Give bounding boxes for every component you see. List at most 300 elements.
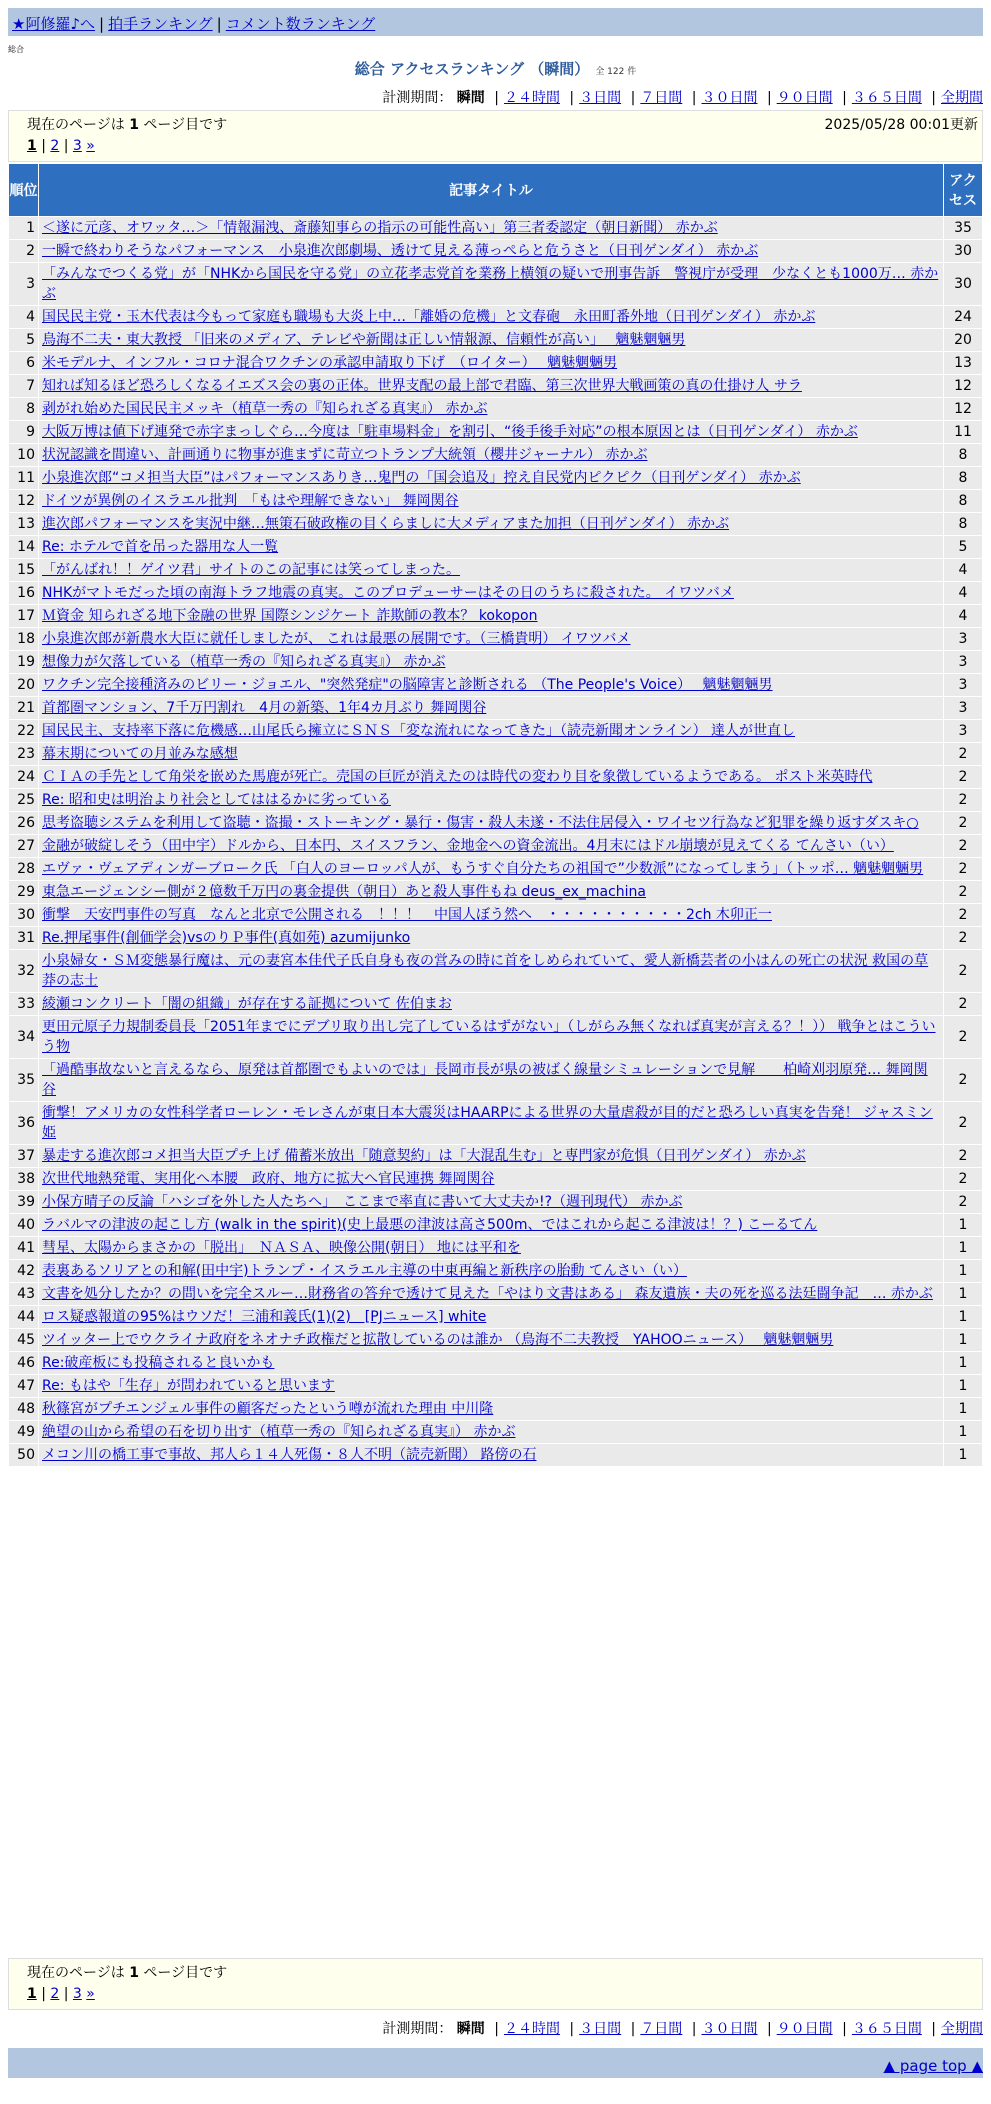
table-row bbox=[9, 1421, 983, 1444]
table-row bbox=[9, 605, 983, 628]
rank-cell: 6 bbox=[9, 352, 39, 375]
rank-cell: 7 bbox=[9, 375, 39, 398]
article-link[interactable]: 首都圏マンション、7千万円割れ 4月の新築、1年4カ月ぶり 舞岡関谷 bbox=[42, 700, 487, 716]
title-cell bbox=[39, 720, 944, 743]
table-row bbox=[9, 490, 983, 513]
table-row bbox=[9, 628, 983, 651]
rank-cell: 44 bbox=[9, 1306, 39, 1329]
title-cell bbox=[39, 1306, 944, 1329]
rank-cell: 11 bbox=[9, 467, 39, 490]
article-link[interactable]: 文書を処分したか？の問いを完全スルー…財務省の答弁で透けて見えた「やはり文書はある」 森友遺族・夫の死を巡る法廷闘争記 … 赤かぶ bbox=[42, 1286, 933, 1302]
table-row bbox=[9, 1145, 983, 1168]
title-cell bbox=[39, 1145, 944, 1168]
table-row bbox=[9, 513, 983, 536]
period-7d-link[interactable]: ７日間 bbox=[640, 90, 683, 106]
period-24h-link[interactable]: ２４時間 bbox=[503, 2021, 560, 2037]
period-90d-link[interactable]: ９０日間 bbox=[776, 90, 833, 106]
ranking-table bbox=[8, 163, 983, 1467]
article-link[interactable]: 小泉進次郎が新農水大臣に就任しましたが、 これは最悪の展開です。（三橋貴明） イワツバメ bbox=[42, 631, 631, 647]
rank-cell: 1 bbox=[9, 217, 39, 240]
period-selector-bottom: 計測期間： 瞬間 | ２４時間 | ３日間 | ７日間 | ３０日間 | ９０日間 | ３６５日間 | 全期間 bbox=[382, 2021, 983, 2037]
article-link[interactable]: 暴走する進次郎コメ担当大臣プチ上げ 備蓄米放出「随意契約」は「大混乱生む」と専門家が危惧（日刊ゲンダイ） 赤かぶ bbox=[42, 1148, 806, 1164]
title-cell bbox=[39, 1059, 944, 1102]
period-90d-link[interactable]: ９０日間 bbox=[776, 2021, 833, 2037]
title-cell bbox=[39, 697, 944, 720]
ranking-heading bbox=[0, 58, 991, 79]
page-next-link[interactable]: » bbox=[86, 138, 95, 154]
rank-cell: 22 bbox=[9, 720, 39, 743]
article-link[interactable]: 東急エージェンシー側が２億数千万円の裏金提供（朝日）あと殺人事件もね deus_ex_machina bbox=[42, 884, 646, 900]
rank-cell: 9 bbox=[9, 421, 39, 444]
period-24h-link[interactable]: ２４時間 bbox=[503, 90, 560, 106]
table-row bbox=[9, 720, 983, 743]
access-count-cell: 11 bbox=[944, 421, 983, 444]
article-link[interactable]: メコン川の橋工事で事故、邦人ら１４人死傷・８人不明（読売新聞） 路傍の石 bbox=[42, 1447, 537, 1463]
article-link[interactable]: 金融が破綻しそう（田中宇）ドルから、日本円、スイスフラン、金地金への資金流出。4月末にはドル崩壊が見えてくる てんさい（い） bbox=[42, 838, 894, 854]
page-3-link[interactable]: 3 bbox=[72, 1986, 82, 2002]
article-link[interactable]: 衝撃 天安門事件の写真 なんと北京で公開される ！！！ 中国人ぼう然へ ・・・・・・・・・・2ch 木卯正一 bbox=[42, 907, 772, 923]
total-count: 全 122 件 bbox=[595, 67, 637, 77]
article-link[interactable]: 国民民主党・玉木代表は今もって家庭も職場も大炎上中…「離婚の危機」と文春砲 永田町番外地（日刊ゲンダイ） 赤かぶ bbox=[42, 309, 816, 325]
article-link[interactable]: 国民民主、支持率下落に危機感…山尾氏ら擁立にＳＮＳ「変な流れになってきた」（読売新聞オンライン） 達人が世直し bbox=[42, 723, 796, 739]
rank-cell: 40 bbox=[9, 1214, 39, 1237]
access-count-cell: 3 bbox=[944, 720, 983, 743]
access-count-cell: 1 bbox=[944, 1283, 983, 1306]
article-link[interactable]: 幕末期についての月並みな感想 bbox=[42, 746, 238, 762]
rank-cell: 31 bbox=[9, 927, 39, 950]
page-title: 総合 アクセスランキング （瞬間） bbox=[354, 60, 590, 78]
access-count-cell: 2 bbox=[944, 858, 983, 881]
title-cell bbox=[39, 1329, 944, 1352]
title-cell bbox=[39, 628, 944, 651]
access-count-cell: 1 bbox=[944, 1260, 983, 1283]
access-count-cell: 3 bbox=[944, 651, 983, 674]
title-cell bbox=[39, 1444, 944, 1467]
access-count-cell: 1 bbox=[944, 1398, 983, 1421]
rank-cell: 8 bbox=[9, 398, 39, 421]
table-row bbox=[9, 927, 983, 950]
period-365d-link[interactable]: ３６５日間 bbox=[851, 2021, 922, 2037]
article-link[interactable]: 小保方晴子の反論「ハシゴを外した人たちへ」 ここまで率直に書いて大丈夫か!?（週刊現代） 赤かぶ bbox=[42, 1194, 683, 1210]
article-link[interactable]: ロス疑惑報道の95%はウソだ！三浦和義氏(1)(2) [PJニュース] white bbox=[42, 1309, 487, 1325]
table-row bbox=[9, 674, 983, 697]
period-current: 瞬間 bbox=[456, 90, 485, 106]
rank-header: 順位 bbox=[9, 164, 39, 217]
article-link[interactable]: Re: ホテルで首を吊った器用な人一覧 bbox=[42, 539, 279, 555]
period-30d-link[interactable]: ３０日間 bbox=[701, 2021, 758, 2037]
article-link[interactable]: ラバルマの津波の起こし方 (walk in the spirit)(史上最悪の津波は高さ500m、ではこれから起こる津波は！？) こーるてん bbox=[42, 1217, 818, 1233]
title-cell bbox=[39, 743, 944, 766]
title-cell bbox=[39, 605, 944, 628]
rank-cell: 15 bbox=[9, 559, 39, 582]
table-row bbox=[9, 1016, 983, 1059]
page-next-link[interactable]: » bbox=[86, 1986, 95, 2002]
article-link[interactable]: 「過酷事故ないと言えるなら、原発は首都圏でもよいのでは」長岡市長が県の被ばく線量シミュレーションで見解 柏崎刈羽原発… 舞岡関谷 bbox=[42, 1062, 928, 1098]
title-cell bbox=[39, 858, 944, 881]
article-link[interactable]: Re: もはや「生存」が問われていると思います bbox=[42, 1378, 335, 1394]
rank-cell: 47 bbox=[9, 1375, 39, 1398]
article-link[interactable]: 「みんなでつくる党」が「NHKから国民を守る党」の立花孝志党首を業務上横領の疑いで刑事告訴 警視庁が受理 少なくとも1000万… 赤かぶ bbox=[42, 266, 939, 302]
title-cell bbox=[39, 789, 944, 812]
rank-cell: 39 bbox=[9, 1191, 39, 1214]
title-cell bbox=[39, 398, 944, 421]
article-link[interactable]: 彗星、太陽からまさかの「脱出」 ＮＡＳＡ、映像公開(朝日） 地には平和を bbox=[42, 1240, 521, 1256]
access-count-cell: 1 bbox=[944, 1375, 983, 1398]
pager-bottom bbox=[8, 1958, 983, 2010]
table-row bbox=[9, 835, 983, 858]
access-count-cell: 35 bbox=[944, 217, 983, 240]
section-label: 総合 bbox=[8, 45, 24, 54]
article-link[interactable]: 次世代地熱発電、実用化へ本腰 政府、地方に拡大へ官民連携 舞岡関谷 bbox=[42, 1171, 495, 1187]
table-row bbox=[9, 1168, 983, 1191]
article-link[interactable]: 大阪万博は値下げ連発で赤字まっしぐら…今度は「駐車場料金」を割引、“後手後手対応”の根本原因とは（日刊ゲンダイ） 赤かぶ bbox=[42, 424, 858, 440]
title-cell bbox=[39, 1421, 944, 1444]
access-count-cell: 8 bbox=[944, 513, 983, 536]
access-count-cell: 3 bbox=[944, 697, 983, 720]
title-cell bbox=[39, 1016, 944, 1059]
rank-cell: 5 bbox=[9, 329, 39, 352]
rank-cell: 30 bbox=[9, 904, 39, 927]
table-row bbox=[9, 904, 983, 927]
title-cell bbox=[39, 490, 944, 513]
article-link[interactable]: エヴァ・ヴェアディンガーブローク氏 「白人のヨーロッパ人が、もうすぐ自分たちの祖国で”少数派”になってしまう」（トッポ… 魑魅魍魎男 bbox=[42, 861, 924, 877]
access-count-cell: 2 bbox=[944, 1145, 983, 1168]
article-link[interactable]: ドイツが異例のイスラエル批判 「もはや理解できない」 舞岡関谷 bbox=[42, 493, 459, 509]
title-cell bbox=[39, 1237, 944, 1260]
rank-cell: 21 bbox=[9, 697, 39, 720]
title-cell bbox=[39, 904, 944, 927]
title-cell bbox=[39, 513, 944, 536]
table-row bbox=[9, 398, 983, 421]
title-cell bbox=[39, 421, 944, 444]
title-cell bbox=[39, 651, 944, 674]
title-cell bbox=[39, 1191, 944, 1214]
table-row bbox=[9, 1444, 983, 1467]
title-cell bbox=[39, 1260, 944, 1283]
article-link[interactable]: 衝撃！アメリカの女性科学者ローレン・モレさんが東日本大震災はHAARPによる世界の大量虐殺が目的だと恐ろしい真実を告発！ ジャスミン姫 bbox=[42, 1105, 933, 1141]
clap-ranking-link[interactable]: 拍手ランキング bbox=[108, 15, 213, 33]
rank-cell: 23 bbox=[9, 743, 39, 766]
article-link[interactable]: 知れば知るほど恐ろしくなるイエズス会の裏の正体。世界支配の最上部で君臨、第三次世界大戦画策の真の仕掛け人 サラ bbox=[42, 378, 802, 394]
article-link[interactable]: 秋篠宮がプチエンジェル事件の顧客だったという噂が流れた理由 中川隆 bbox=[42, 1401, 494, 1417]
table-row bbox=[9, 375, 983, 398]
title-cell bbox=[39, 674, 944, 697]
access-count-cell: 1 bbox=[944, 1421, 983, 1444]
rank-cell: 13 bbox=[9, 513, 39, 536]
period-label: 計測期間： bbox=[382, 90, 453, 106]
rank-cell: 33 bbox=[9, 993, 39, 1016]
title-cell bbox=[39, 835, 944, 858]
access-count-cell: 2 bbox=[944, 1102, 983, 1145]
access-count-cell: 2 bbox=[944, 950, 983, 993]
rank-cell: 35 bbox=[9, 1059, 39, 1102]
article-link[interactable]: 表裏あるソリアとの和解(田中宇)トランプ・イスラエル主導の中東再編と新秩序の胎動 てんさい（い） bbox=[42, 1263, 687, 1279]
rank-cell: 16 bbox=[9, 582, 39, 605]
access-count-cell: 2 bbox=[944, 1059, 983, 1102]
rank-cell: 32 bbox=[9, 950, 39, 993]
pager-top bbox=[8, 110, 983, 162]
page-links: 1 | 2 | 3 » bbox=[27, 138, 95, 154]
rank-cell: 3 bbox=[9, 263, 39, 306]
rank-cell: 50 bbox=[9, 1444, 39, 1467]
title-cell bbox=[39, 812, 944, 835]
page-2-link[interactable]: 2 bbox=[50, 1986, 60, 2002]
rank-cell: 14 bbox=[9, 536, 39, 559]
table-row bbox=[9, 467, 983, 490]
rank-cell: 27 bbox=[9, 835, 39, 858]
access-count-cell: 2 bbox=[944, 927, 983, 950]
access-count-cell: 5 bbox=[944, 536, 983, 559]
table-row bbox=[9, 263, 983, 306]
access-count-cell: 30 bbox=[944, 240, 983, 263]
article-link[interactable]: NHKがマトモだった頃の南海トラフ地震の真実。このプロデューサーはその日のうちに殺された。 イワツバメ bbox=[42, 585, 734, 601]
title-cell bbox=[39, 950, 944, 993]
rank-cell: 28 bbox=[9, 858, 39, 881]
rank-cell: 24 bbox=[9, 766, 39, 789]
article-link[interactable]: 思考盗聴システムを利用して盗聴・盗撮・ストーキング・暴行・傷害・殺人未遂・不法住居侵入・ワイセツ行為など犯罪を繰り返すダスキ○ bbox=[42, 815, 919, 831]
access-count-cell: 1 bbox=[944, 1329, 983, 1352]
nav-separator: | bbox=[99, 15, 105, 33]
access-count-cell: 1 bbox=[944, 1352, 983, 1375]
rank-cell: 10 bbox=[9, 444, 39, 467]
article-link[interactable]: 絶望の山から希望の石を切り出す（植草一秀の『知られざる真実』） 赤かぶ bbox=[42, 1424, 516, 1440]
table-row bbox=[9, 1102, 983, 1145]
period-all-link[interactable]: 全期間 bbox=[941, 90, 983, 106]
page-status: 現在のページは 1 ページ目です bbox=[27, 1965, 228, 1981]
article-link[interactable]: ＜遂に元彦、オワッタ…＞「情報漏洩、斎藤知事らの指示の可能性高い」第三者委認定（朝日新聞） 赤かぶ bbox=[42, 220, 718, 236]
table-row bbox=[9, 1260, 983, 1283]
article-link[interactable]: Re:破産板にも投稿されると良いかも bbox=[42, 1355, 275, 1371]
access-count-cell: 2 bbox=[944, 993, 983, 1016]
title-cell bbox=[39, 306, 944, 329]
article-link[interactable]: Re.押尾事件(創価学会)vsのりＰ事件(真如苑) azumijunko bbox=[42, 930, 411, 946]
rank-cell: 25 bbox=[9, 789, 39, 812]
table-row bbox=[9, 812, 983, 835]
article-link[interactable]: 想像力が欠落している（植草一秀の『知られざる真実』） 赤かぶ bbox=[42, 654, 446, 670]
table-row bbox=[9, 1059, 983, 1102]
article-link[interactable]: Ｍ資金 知られざる地下金融の世界 国際シンジケート 詐欺師の教本？ kokopon bbox=[42, 608, 538, 624]
access-count-cell: 2 bbox=[944, 743, 983, 766]
table-row bbox=[9, 444, 983, 467]
access-count-cell: 24 bbox=[944, 306, 983, 329]
access-count-cell: 12 bbox=[944, 375, 983, 398]
title-cell bbox=[39, 582, 944, 605]
rank-cell: 4 bbox=[9, 306, 39, 329]
title-cell bbox=[39, 352, 944, 375]
table-row bbox=[9, 1283, 983, 1306]
title-cell bbox=[39, 881, 944, 904]
table-row bbox=[9, 352, 983, 375]
access-count-cell: 13 bbox=[944, 352, 983, 375]
access-count-cell: 12 bbox=[944, 398, 983, 421]
rank-cell: 12 bbox=[9, 490, 39, 513]
article-link[interactable]: ワクチン完全接種済みのビリー・ジョエル、"突然発症"の脳障害と診断される （The People's Voice） 魑魅魍魎男 bbox=[42, 677, 773, 693]
table-row bbox=[9, 559, 983, 582]
period-label: 計測期間： bbox=[382, 2021, 453, 2037]
article-link[interactable]: 剥がれ始めた国民民主メッキ（植草一秀の『知られざる真実』） 赤かぶ bbox=[42, 401, 488, 417]
table-row bbox=[9, 697, 983, 720]
table-row bbox=[9, 743, 983, 766]
title-cell bbox=[39, 1102, 944, 1145]
access-count-cell: 4 bbox=[944, 582, 983, 605]
article-link[interactable]: 小泉婦女・ＳＭ変態暴行魔は、元の妻宮本佳代子氏自身も夜の営みの時に首をしめられていて、愛人新橋芸者の小はんの死亡の状況 救国の草莽の志士 bbox=[42, 953, 929, 989]
table-row bbox=[9, 651, 983, 674]
title-cell bbox=[39, 375, 944, 398]
article-link[interactable]: 一瞬で終わりそうなパフォーマンス 小泉進次郎劇場、透けて見える薄っぺらと危うさと（日刊ゲンダイ） 赤かぶ bbox=[42, 243, 759, 259]
table-row bbox=[9, 217, 983, 240]
period-30d-link[interactable]: ３０日間 bbox=[701, 90, 758, 106]
table-row bbox=[9, 1398, 983, 1421]
rank-cell: 20 bbox=[9, 674, 39, 697]
access-count-cell: 30 bbox=[944, 263, 983, 306]
table-row bbox=[9, 1237, 983, 1260]
table-row bbox=[9, 1306, 983, 1329]
title-cell bbox=[39, 993, 944, 1016]
access-count-cell: 2 bbox=[944, 1016, 983, 1059]
top-navigation bbox=[8, 8, 983, 36]
title-cell bbox=[39, 240, 944, 263]
title-cell bbox=[39, 217, 944, 240]
access-count-cell: 20 bbox=[944, 329, 983, 352]
access-count-cell: 2 bbox=[944, 789, 983, 812]
table-row bbox=[9, 881, 983, 904]
title-cell bbox=[39, 559, 944, 582]
table-row bbox=[9, 993, 983, 1016]
article-link[interactable]: ＣＩＡの手先として角栄を嵌めた馬鹿が死亡。売国の巨匠が消えたのは時代の変わり目を象徴しているようである。 ポスト米英時代 bbox=[42, 769, 873, 785]
access-count-cell: 1 bbox=[944, 1444, 983, 1467]
rank-cell: 48 bbox=[9, 1398, 39, 1421]
table-row bbox=[9, 329, 983, 352]
title-cell bbox=[39, 1214, 944, 1237]
table-row bbox=[9, 421, 983, 444]
period-selector-top: 計測期間： 瞬間 | ２４時間 | ３日間 | ７日間 | ３０日間 | ９０日間 | ３６５日間 | 全期間 bbox=[382, 90, 983, 106]
page-status: 現在のページは 1 ページ目です bbox=[27, 117, 228, 133]
rank-cell: 46 bbox=[9, 1352, 39, 1375]
title-cell bbox=[39, 329, 944, 352]
access-count-cell: 8 bbox=[944, 490, 983, 513]
access-count-cell: 8 bbox=[944, 444, 983, 467]
rank-cell: 42 bbox=[9, 1260, 39, 1283]
updated-timestamp: 2025/05/28 00:01更新 bbox=[824, 117, 978, 133]
table-row bbox=[9, 1191, 983, 1214]
article-link[interactable]: ツイッター上でウクライナ政府をネオナチ政権だと拡散しているのは誰か （鳥海不二夫教授 YAHOOニュース） 魑魅魍魎男 bbox=[42, 1332, 834, 1348]
access-count-cell: 2 bbox=[944, 904, 983, 927]
table-row bbox=[9, 766, 983, 789]
title-cell bbox=[39, 1352, 944, 1375]
page-3-link[interactable]: 3 bbox=[72, 138, 82, 154]
table-row bbox=[9, 1375, 983, 1398]
article-link[interactable]: 更田元原子力規制委員長「2051年までにデブリ取り出し完了しているはずがない」（しがらみ無くなれば真実が言える？！）） 戦争とはこういう物 bbox=[42, 1019, 936, 1055]
title-cell bbox=[39, 1398, 944, 1421]
title-cell bbox=[39, 536, 944, 559]
page-current: 1 bbox=[27, 138, 37, 154]
bottom-bar bbox=[8, 2048, 983, 2078]
title-cell bbox=[39, 1375, 944, 1398]
page-current: 1 bbox=[27, 1986, 37, 2002]
article-link[interactable]: 進次郎パフォーマンスを実況中継…無策石破政権の目くらましに大メディアまた加担（日刊ゲンダイ） 赤かぶ bbox=[42, 516, 730, 532]
access-count-cell: 2 bbox=[944, 835, 983, 858]
period-all-link[interactable]: 全期間 bbox=[941, 2021, 983, 2037]
rank-cell: 45 bbox=[9, 1329, 39, 1352]
article-link[interactable]: 小泉進次郎“コメ担当大臣”はパフォーマンスありき…鬼門の「国会追及」控え自民党内ピクピク（日刊ゲンダイ） 赤かぶ bbox=[42, 470, 801, 486]
table-row bbox=[9, 789, 983, 812]
title-cell bbox=[39, 766, 944, 789]
title-cell bbox=[39, 263, 944, 306]
period-current: 瞬間 bbox=[456, 2021, 485, 2037]
table-row bbox=[9, 306, 983, 329]
rank-cell: 2 bbox=[9, 240, 39, 263]
page-top-link[interactable]: ▲ page top ▲ bbox=[883, 2057, 983, 2075]
title-header: 記事タイトル bbox=[39, 164, 944, 217]
rank-cell: 26 bbox=[9, 812, 39, 835]
access-count-cell: 4 bbox=[944, 559, 983, 582]
access-count-cell: 1 bbox=[944, 1237, 983, 1260]
access-count-cell: 2 bbox=[944, 1191, 983, 1214]
nav-separator: | bbox=[216, 15, 222, 33]
table-row bbox=[9, 858, 983, 881]
title-cell bbox=[39, 444, 944, 467]
rank-cell: 41 bbox=[9, 1237, 39, 1260]
period-3d-link[interactable]: ３日間 bbox=[579, 90, 622, 106]
rank-cell: 38 bbox=[9, 1168, 39, 1191]
rank-cell: 29 bbox=[9, 881, 39, 904]
table-row bbox=[9, 1329, 983, 1352]
table-row bbox=[9, 1214, 983, 1237]
article-link[interactable]: 綾瀬コンクリート「闇の組織」が存在する証拠について 佐伯まお bbox=[42, 996, 452, 1012]
access-count-cell: 8 bbox=[944, 467, 983, 490]
rank-cell: 43 bbox=[9, 1283, 39, 1306]
period-7d-link[interactable]: ７日間 bbox=[640, 2021, 683, 2037]
table-row bbox=[9, 536, 983, 559]
period-3d-link[interactable]: ３日間 bbox=[579, 2021, 622, 2037]
access-count-cell: 2 bbox=[944, 766, 983, 789]
title-cell bbox=[39, 927, 944, 950]
access-count-cell: 1 bbox=[944, 1214, 983, 1237]
access-count-cell: 3 bbox=[944, 674, 983, 697]
access-count-cell: 2 bbox=[944, 812, 983, 835]
period-365d-link[interactable]: ３６５日間 bbox=[851, 90, 922, 106]
rank-cell: 36 bbox=[9, 1102, 39, 1145]
title-cell bbox=[39, 1283, 944, 1306]
article-link[interactable]: 「がんばれ！！ゲイツ君」サイトのこの記事には笑ってしまった。 bbox=[42, 562, 461, 578]
access-count-cell: 2 bbox=[944, 881, 983, 904]
table-row bbox=[9, 582, 983, 605]
table-row bbox=[9, 1352, 983, 1375]
page-2-link[interactable]: 2 bbox=[50, 138, 60, 154]
comment-ranking-link[interactable]: コメント数ランキング bbox=[225, 15, 376, 33]
access-count-cell: 3 bbox=[944, 628, 983, 651]
access-count-cell: 2 bbox=[944, 1168, 983, 1191]
title-cell bbox=[39, 1168, 944, 1191]
page-links: 1 | 2 | 3 » bbox=[27, 1986, 95, 2002]
article-link[interactable]: Re: 昭和史は明治より社会としてははるかに劣っている bbox=[42, 792, 391, 808]
rank-cell: 49 bbox=[9, 1421, 39, 1444]
rank-cell: 19 bbox=[9, 651, 39, 674]
table-row bbox=[9, 950, 983, 993]
article-link[interactable]: 鳥海不二夫・東大教授 「旧来のメディア、テレビや新聞は正しい情報源、信頼性が高い」 魑魅魍魎男 bbox=[42, 332, 686, 348]
rank-cell: 18 bbox=[9, 628, 39, 651]
access-count-cell: 1 bbox=[944, 1306, 983, 1329]
rank-cell: 17 bbox=[9, 605, 39, 628]
access-count-cell: 4 bbox=[944, 605, 983, 628]
home-link[interactable]: ★阿修羅♪へ bbox=[12, 15, 96, 33]
title-cell bbox=[39, 467, 944, 490]
rank-cell: 37 bbox=[9, 1145, 39, 1168]
table-row bbox=[9, 240, 983, 263]
article-link[interactable]: 状況認識を間違い、計画通りに物事が進まずに苛立つトランプ大統領（櫻井ジャーナル） 赤かぶ bbox=[42, 447, 648, 463]
article-link[interactable]: 米モデルナ、インフル・コロナ混合ワクチンの承認申請取り下げ （ロイター） 魑魅魍魎男 bbox=[42, 355, 618, 371]
access-header: アクセス bbox=[944, 164, 983, 217]
